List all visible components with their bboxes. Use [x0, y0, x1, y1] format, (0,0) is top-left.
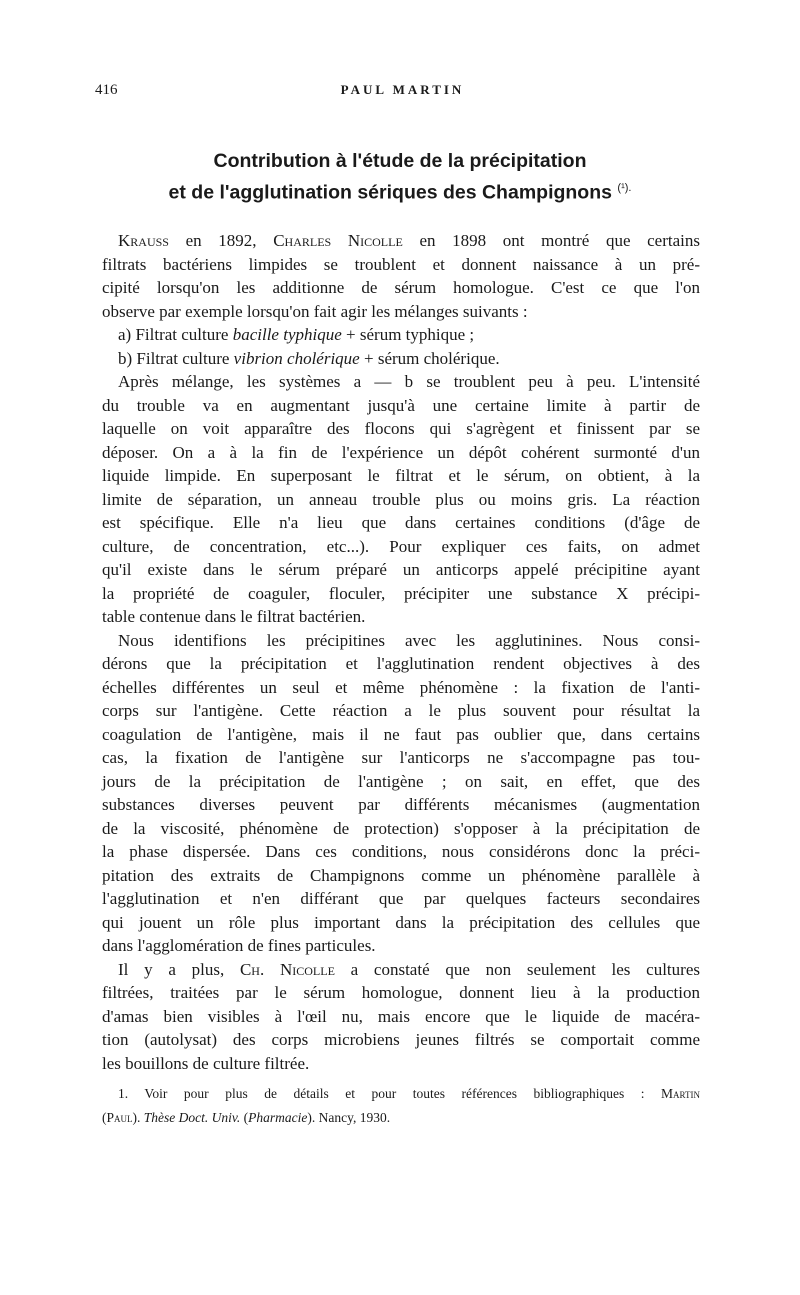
- text-line: la propriété de coaguler, floculer, précipiter une substance X précipi-: [102, 583, 700, 603]
- text-line: l'agglutination et n'en différant que par quelques facteurs secondaires: [102, 889, 700, 908]
- italic-term: bacille typhique: [232, 325, 342, 344]
- text-line: [102, 958, 700, 982]
- text-span: 1. Voir pour plus de détails et pour toutes références bibliographiques :: [118, 1086, 662, 1101]
- italic-term: Pharmacie: [248, 1109, 308, 1125]
- text-line: cipité lorsqu'on les additionne de sérum homologue. C'est ce que l'on: [102, 278, 700, 297]
- text-line: limite de séparation, un anneau trouble plus ou moins gris. La réaction: [102, 489, 700, 509]
- list-item: [102, 323, 700, 347]
- text-span: + sérum cholérique.: [359, 348, 500, 368]
- text-line: Après mélange, les systèmes a — b se troublent peu à peu. L'intensité: [118, 372, 700, 391]
- title-line-2: [100, 175, 700, 207]
- paragraph-1: [102, 229, 700, 370]
- text-span: a constaté que non seulement les cultures: [334, 959, 700, 979]
- running-head: [95, 82, 710, 102]
- text-line: jours de la précipitation de l'antigène ; on sait, en effet, que des: [102, 771, 700, 791]
- text-line: déposer. On a à la fin de l'expérience un dépôt cohérent surmonté d'un: [102, 442, 700, 462]
- text-line: tion (autolysat) des corps microbiens jeunes filtrés se comportait comme: [102, 1030, 700, 1049]
- text-line: [102, 229, 700, 253]
- text-line: laquelle on voit apparaître des flocons qui s'agrègent et finissent par se: [102, 419, 700, 438]
- text-line: la phase dispersée. Dans ces conditions, nous considérons donc la préci-: [102, 842, 700, 861]
- text-span: en 1898 ont montré que certains: [402, 231, 700, 250]
- italic-term: Thèse Doct. Univ.: [143, 1109, 241, 1125]
- text-line: observe par exemple lorsqu'on fait agir les mélanges suivants :: [102, 301, 528, 321]
- text-line: cas, la fixation de l'antigène sur l'anticorps ne s'accompagne pas tou-: [102, 748, 700, 767]
- title-line-1: Contribution à l'étude de la précipitation: [213, 150, 587, 172]
- text-span: Il y a plus,: [118, 959, 240, 979]
- text-line: filtrées, traitées par le sérum homologue, donnent lieu à la production: [102, 983, 700, 1002]
- text-span: a) Filtrat culture: [118, 325, 233, 344]
- text-line: Nous identifions les précipitines avec les agglutinines. Nous consi-: [118, 630, 700, 650]
- article-body: [102, 229, 700, 1075]
- text-span: + sérum typhique ;: [341, 325, 475, 344]
- author-name: (Paul).: [102, 1109, 144, 1125]
- footnote-marker: (¹).: [617, 182, 632, 194]
- list-item: [102, 347, 700, 371]
- author-name: Martin: [661, 1086, 700, 1101]
- text-line: culture, de concentration, etc...). Pour expliquer ces faits, on admet: [102, 536, 700, 556]
- text-line: pitation des extraits de Champignons comme un phénomène parallèle à: [102, 865, 700, 885]
- text-span: (: [240, 1109, 249, 1125]
- text-line: substances diverses peuvent par différents mécanismes (augmentation: [102, 795, 700, 814]
- text-line: dérons que la précipitation et l'agglutination rendent objectives à des: [102, 654, 700, 673]
- text-line: d'amas bien visibles à l'œil nu, mais encore que le liquide de macéra-: [102, 1006, 700, 1026]
- text-line: coagulation de l'antigène, mais il ne faut pas oublier que, dans certains: [102, 724, 700, 744]
- author-name: Ch. Nicolle: [239, 959, 335, 979]
- footnote: [102, 1083, 700, 1130]
- text-line: qu'il existe dans le sérum préparé un anticorps appelé précipitine ayant: [102, 560, 700, 579]
- running-title: PAUL MARTIN: [340, 82, 465, 97]
- paragraph-4: [102, 958, 700, 1076]
- text-line: table contenue dans le filtrat bactérien.: [102, 607, 366, 626]
- paragraph-3: [102, 629, 700, 958]
- text-span: ). Nancy, 1930.: [307, 1109, 391, 1125]
- title-line-2-text: et de l'agglutination sériques des Champignons: [168, 181, 612, 204]
- text-line: filtrats bactériens limpides se troublent et donnent naissance à un pré-: [102, 254, 700, 274]
- text-line: du trouble va en augmentant jusqu'à une certaine limite à partir de: [102, 395, 700, 415]
- italic-term: vibrion cholérique: [233, 348, 360, 368]
- text-span: b) Filtrat culture: [118, 348, 234, 368]
- text-line: dans l'agglomération de fines particules.: [102, 936, 376, 955]
- text-line: échelles différentes un seul et même phénomène : la fixation de l'anti-: [102, 677, 700, 697]
- text-line: corps sur l'antigène. Cette réaction a le plus souvent pour résultat la: [102, 701, 700, 720]
- text-span: en 1892,: [168, 231, 274, 250]
- page-number: 416: [95, 82, 118, 98]
- article-title: [100, 148, 700, 207]
- text-line: qui jouent un rôle plus important dans la précipitation des cellules que: [102, 912, 700, 932]
- text-line: de la viscosité, phénomène de protection) s'opposer à la précipitation de: [102, 818, 700, 838]
- text-line: liquide limpide. En superposant le filtrat et le sérum, on obtient, à la: [102, 466, 700, 485]
- text-line: est spécifique. Elle n'a lieu que dans certaines conditions (d'âge de: [102, 513, 700, 532]
- footnote-line: [102, 1083, 700, 1107]
- author-name: Charles Nicolle: [273, 231, 403, 250]
- footnote-line: [102, 1107, 700, 1131]
- text-line: les bouillons de culture filtrée.: [102, 1053, 310, 1073]
- paragraph-2: [102, 370, 700, 629]
- author-name: Krauss: [118, 231, 169, 250]
